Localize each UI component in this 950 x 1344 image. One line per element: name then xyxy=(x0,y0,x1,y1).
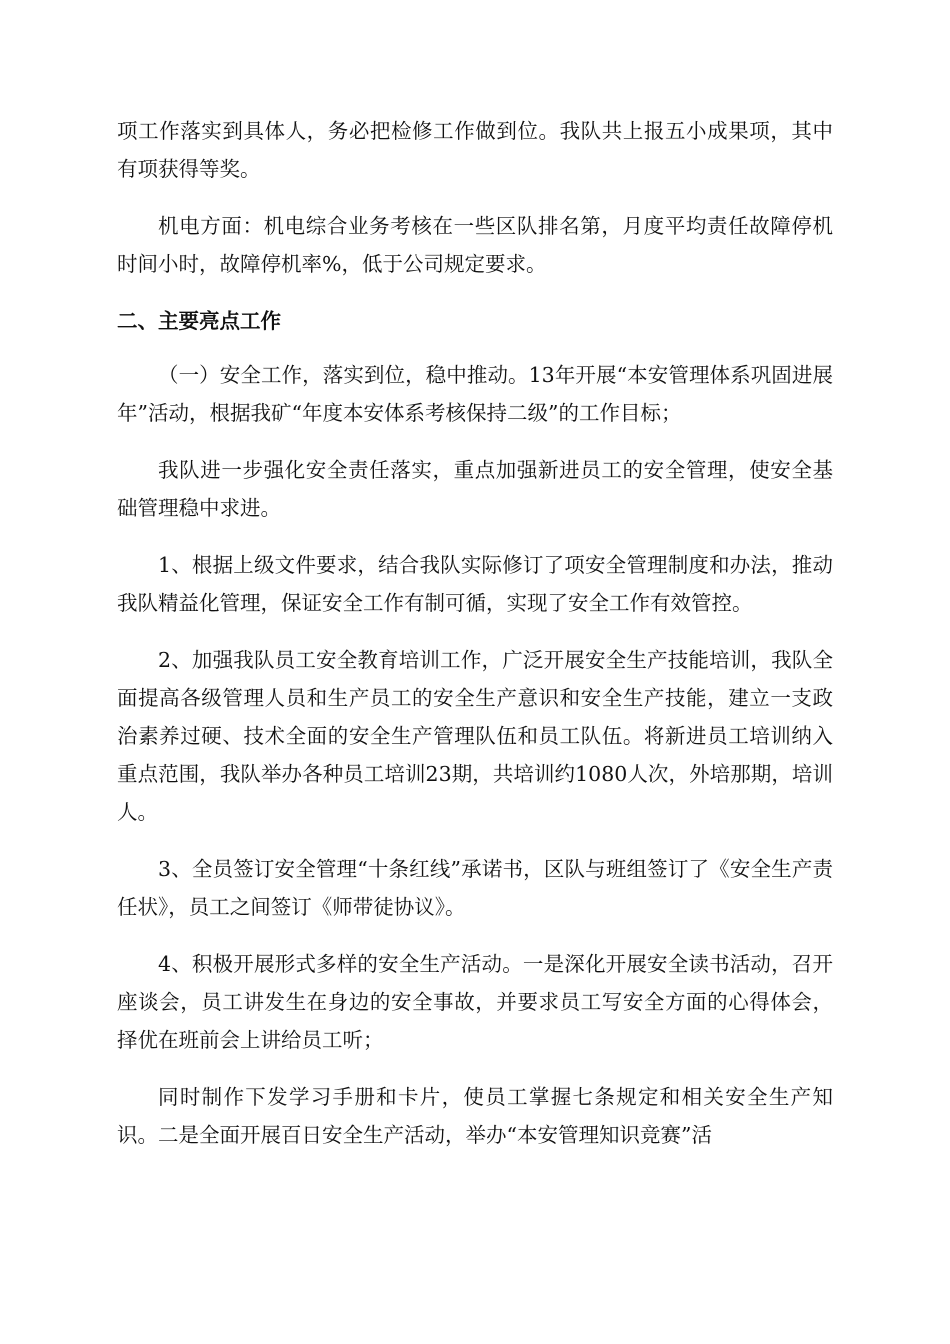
paragraph-safety-work: （一）安全工作，落实到位，稳中推动。13年开展“本安管理体系巩固进展年”活动，根据我矿“年度本安体系考核保持二级”的工作目标； xyxy=(117,363,833,425)
paragraph-safety-responsibility: 我队进一步强化安全责任落实，重点加强新进员工的安全管理，使安全基础管理稳中求进。 xyxy=(117,458,833,520)
document-body xyxy=(117,112,833,1173)
section-heading: 二、主要亮点工作 xyxy=(117,309,281,333)
paragraph-continuation: 项工作落实到具体人，务必把检修工作做到位。我队共上报五小成果项，其中有项获得等奖。 xyxy=(117,119,833,181)
paragraph-item-1: 1、根据上级文件要求，结合我队实际修订了项安全管理制度和办法，推动我队精益化管理，保证安全工作有制可循，实现了安全工作有效管控。 xyxy=(117,553,833,615)
paragraph-continuation-end: 同时制作下发学习手册和卡片，使员工掌握七条规定和相关安全生产知识。二是全面开展百日安全生产活动，举办“本安管理知识竞赛”活 xyxy=(117,1085,833,1147)
paragraph-item-4: 4、积极开展形式多样的安全生产活动。一是深化开展安全读书活动，召开座谈会，员工讲发生在身边的安全事故，并要求员工写安全方面的心得体会，择优在班前会上讲给员工听； xyxy=(117,952,833,1052)
paragraph-item-2: 2、加强我队员工安全教育培训工作，广泛开展安全生产技能培训，我队全面提高各级管理人员和生产员工的安全生产意识和安全生产技能，建立一支政治素养过硬、技术全面的安全生产管理队伍和员工队伍。将新进员工培训纳入重点范围，我队举办各种员工培训23期，共培训约1080人次，外培那期，培训人。 xyxy=(117,648,833,824)
paragraph-electromechanical: 机电方面：机电综合业务考核在一些区队排名第，月度平均责任故障停机时间小时，故障停机率%，低于公司规定要求。 xyxy=(117,214,833,276)
paragraph-item-3: 3、全员签订安全管理“十条红线”承诺书，区队与班组签订了《安全生产责任状》，员工之间签订《师带徒协议》。 xyxy=(117,857,833,919)
